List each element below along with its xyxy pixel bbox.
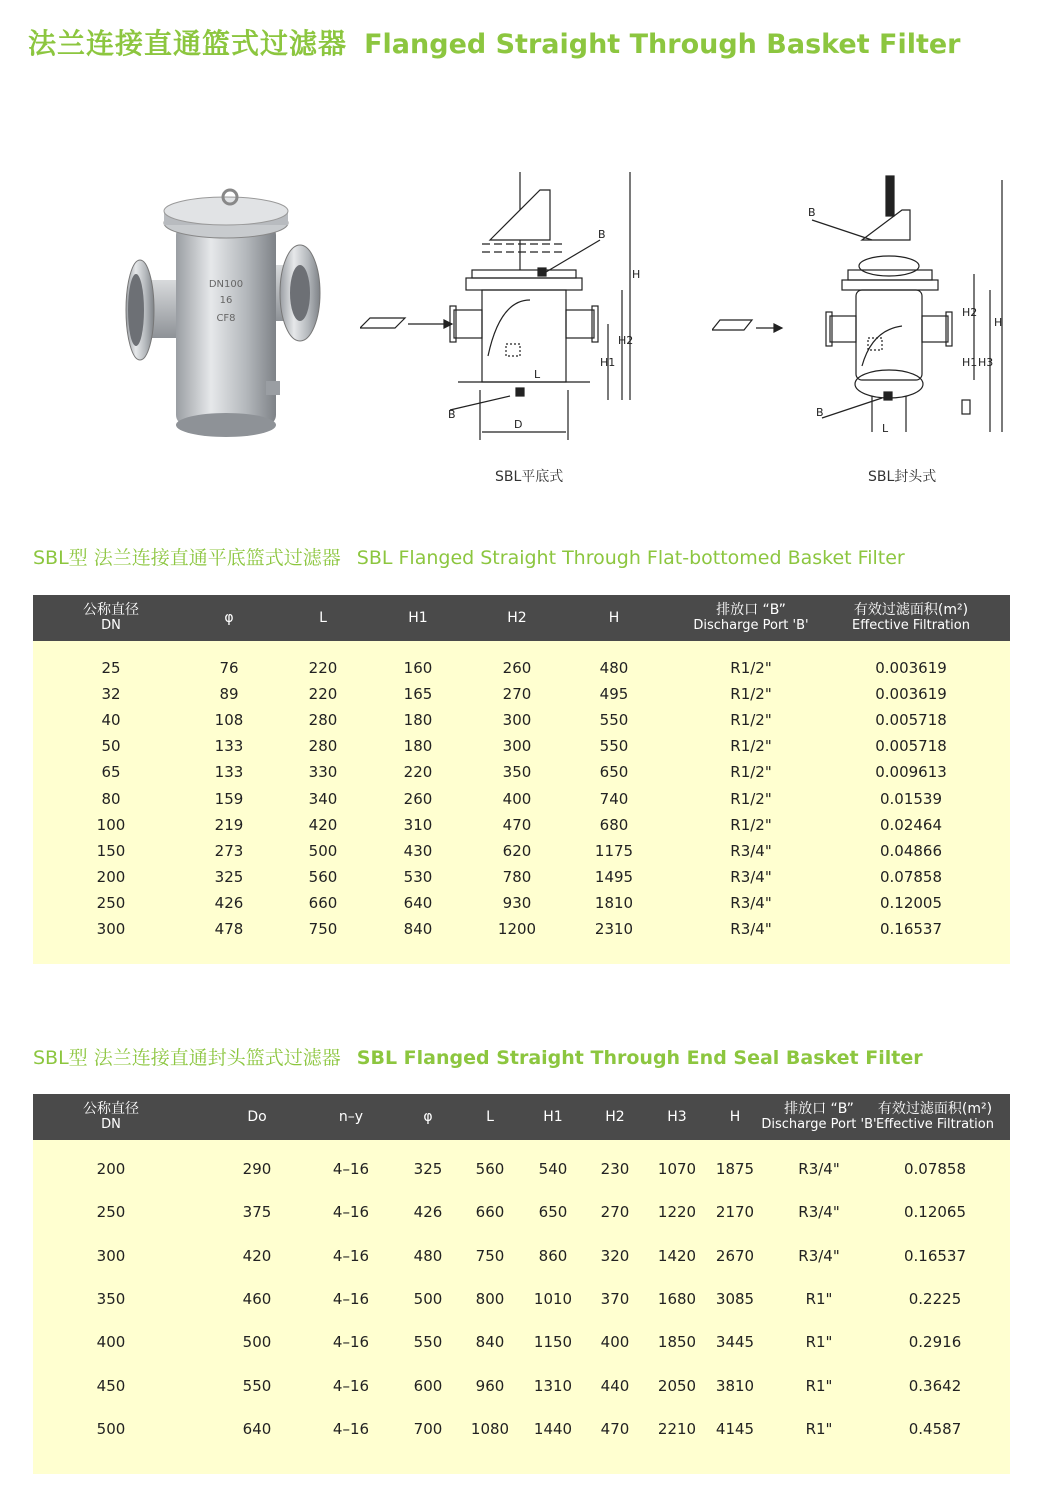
table2-header-cell	[667, 1110, 686, 1125]
seal-label-b-bottom: B	[816, 406, 824, 419]
flat-label-b-top: B	[598, 228, 606, 241]
table1-cell: 930	[502, 893, 532, 912]
table1-header-label: 有效过滤面积(m²)	[853, 602, 969, 618]
flat-label-h1: H1	[600, 356, 616, 369]
flat-label-b-bottom: B	[448, 408, 456, 421]
table2-cell: 400	[96, 1333, 126, 1352]
table2-header-label: L	[486, 1109, 494, 1125]
table1-cell: 133	[214, 763, 244, 782]
table2-cell: 0.07858	[903, 1160, 967, 1178]
table2-cell: 290	[242, 1160, 272, 1178]
table1-cell: 220	[308, 659, 338, 677]
table1-cell: 560	[308, 867, 338, 886]
table2-header-cell	[423, 1110, 432, 1125]
table2-cell: 350	[96, 1289, 126, 1308]
table2-cell: 230	[600, 1160, 630, 1178]
table1-cell: 640	[403, 893, 433, 912]
table1-header-cell	[852, 603, 970, 633]
table2-title-en: SBL Flanged Straight Through End Seal Basket Filter	[356, 1047, 923, 1069]
table1-header-cell	[224, 611, 233, 626]
table1-cell: R3/4"	[730, 893, 772, 912]
seal-label-h1: H1	[962, 356, 978, 369]
table2-cell: R1"	[805, 1333, 833, 1352]
table1-cell: R3/4"	[730, 920, 772, 938]
table2-cell: 4–16	[332, 1376, 370, 1395]
table1-cell: 1200	[497, 920, 537, 938]
table2-cell: 325	[413, 1160, 443, 1178]
table2-cell: 460	[242, 1289, 272, 1308]
table1-cell: R1/2"	[730, 659, 772, 677]
table1-cell: R3/4"	[730, 867, 772, 886]
table2-cell: 0.2916	[908, 1333, 962, 1352]
table2-cell: 800	[475, 1289, 505, 1308]
table1-cell: 0.07858	[879, 867, 943, 886]
table2-header-label: 有效过滤面积(m²)	[877, 1101, 993, 1117]
table2-cell: 650	[538, 1203, 568, 1222]
table1-cell: 420	[308, 815, 338, 834]
table2-cell: 500	[242, 1333, 272, 1352]
table2-cell: 300	[96, 1246, 126, 1265]
table2-cell: 4–16	[332, 1289, 370, 1308]
table1-cell: 133	[214, 737, 244, 756]
table1-header-label: 公称直径	[83, 602, 139, 618]
table1-header-label: L	[319, 610, 327, 626]
table1-header-label: H2	[507, 610, 527, 626]
table2-cell: 960	[475, 1376, 505, 1395]
table2-header-label: 排放口 “B”	[784, 1101, 854, 1117]
table1-cell: 65	[101, 763, 121, 782]
table2-header-cell	[486, 1110, 494, 1125]
table2-cell: R3/4"	[798, 1160, 840, 1178]
table1-cell: 100	[96, 815, 126, 834]
table1-cell: 270	[502, 685, 532, 704]
table1-cell: 1810	[594, 893, 634, 912]
table1-header-sublabel: Discharge Port 'B'	[693, 618, 809, 633]
table1-cell: 325	[214, 867, 244, 886]
table2-header-label: 公称直径	[83, 1101, 139, 1117]
table1-cell: R1/2"	[730, 789, 772, 808]
table1-cell: 25	[101, 659, 121, 677]
table2-cell: 4–16	[332, 1419, 370, 1438]
table2-cell: 1220	[657, 1203, 697, 1222]
table2-cell: 560	[475, 1160, 505, 1178]
table1-cell: 300	[502, 737, 532, 756]
table1-cell: 300	[96, 920, 126, 938]
table2-header-label: φ	[423, 1109, 433, 1125]
flat-bottom-diagram	[360, 160, 650, 445]
table1-cell: 108	[214, 711, 244, 730]
table1-cell: R1/2"	[730, 711, 772, 730]
table1-cell: 180	[403, 737, 433, 756]
table2-cell: 375	[242, 1203, 272, 1222]
table1-cell: R3/4"	[730, 841, 772, 860]
table2-cell: 3810	[715, 1376, 755, 1395]
table2-cell: 0.12065	[903, 1203, 967, 1222]
table2-cell: R1"	[805, 1376, 833, 1395]
table1-cell: 80	[101, 789, 121, 808]
table2-cell: 3085	[715, 1289, 755, 1308]
table2-cell: 660	[475, 1203, 505, 1222]
table1	[33, 595, 1010, 964]
table1-title-cn: SBL型 法兰连接直通平底篮式过滤器	[33, 547, 341, 569]
table2-header	[33, 1094, 1010, 1140]
seal-label-l: L	[882, 422, 889, 435]
table1-cell: 840	[403, 920, 433, 938]
photo-marking-1: DN100	[208, 279, 244, 290]
table1-cell: 50	[101, 737, 121, 756]
table2-header-cell	[543, 1110, 562, 1125]
table2-cell: 270	[600, 1203, 630, 1222]
table1-body	[33, 641, 1010, 964]
table1-cell: R1/2"	[730, 763, 772, 782]
table1-cell: 310	[403, 815, 433, 834]
table1-cell: 159	[214, 789, 244, 808]
table1-cell: 500	[308, 841, 338, 860]
table1-header-cell	[609, 611, 620, 626]
table1-cell: 150	[96, 841, 126, 860]
table1-cell: 480	[599, 659, 629, 677]
table2-cell: 1420	[657, 1246, 697, 1265]
table1-header-sublabel: Effective Filtration	[852, 618, 970, 633]
table1-cell: 478	[214, 920, 244, 938]
table2-cell: 400	[600, 1333, 630, 1352]
table1-header-sublabel: DN	[101, 618, 121, 633]
table2-cell: 0.2225	[908, 1289, 962, 1308]
table1-cell: 220	[308, 685, 338, 704]
seal-label-h2: H2	[962, 306, 978, 319]
table1-header-cell	[319, 611, 327, 626]
table1-cell: 495	[599, 685, 629, 704]
table1-cell: 780	[502, 867, 532, 886]
table1-cell: 350	[502, 763, 532, 782]
photo-marking-3: CF8	[216, 313, 236, 324]
table1-cell: 0.02464	[879, 815, 943, 834]
flat-label-h2: H2	[618, 334, 634, 347]
table2-cell: 0.3642	[908, 1376, 962, 1395]
table2-cell: 1850	[657, 1333, 697, 1352]
table2-cell: 4–16	[332, 1246, 370, 1265]
table1-header-cell	[83, 603, 139, 633]
table1-cell: 0.16537	[879, 920, 943, 938]
table2-header-sublabel: Discharge Port 'B'	[761, 1117, 877, 1132]
table2-cell: 200	[96, 1160, 126, 1178]
table2-cell: 600	[413, 1376, 443, 1395]
table1-cell: 180	[403, 711, 433, 730]
table1-cell: 160	[403, 659, 433, 677]
table2-cell: 540	[538, 1160, 568, 1178]
table1-header-label: H	[608, 610, 620, 626]
table2-cell: 1440	[533, 1419, 573, 1438]
seal-label-h: H	[994, 316, 1003, 329]
flat-bottom-caption: SBL平底式	[495, 469, 564, 485]
table2-cell: 3445	[715, 1333, 755, 1352]
table1-cell: 426	[214, 893, 244, 912]
photo-marking-2: 16	[219, 295, 233, 306]
table1-cell: 0.003619	[875, 685, 947, 704]
table1-cell: 430	[403, 841, 433, 860]
table2-cell: 370	[600, 1289, 630, 1308]
table2-cell: 4145	[715, 1419, 755, 1438]
table1-cell: 650	[599, 763, 629, 782]
table1-cell: 0.005718	[875, 737, 947, 756]
table2-cell: 470	[600, 1419, 630, 1438]
seal-label-b-top: B	[808, 206, 816, 219]
table1-cell: 680	[599, 815, 629, 834]
table2-cell: 1680	[657, 1289, 697, 1308]
table1-cell: 280	[308, 737, 338, 756]
table1-cell: R1/2"	[730, 815, 772, 834]
table2-header-label: H1	[543, 1109, 563, 1125]
table2-cell: 640	[242, 1419, 272, 1438]
table1-cell: 219	[214, 815, 244, 834]
table1-cell: 220	[403, 763, 433, 782]
table2-header-sublabel: DN	[101, 1117, 121, 1132]
table1-cell: 470	[502, 815, 532, 834]
table1-cell: 76	[219, 659, 239, 677]
table2-cell: 440	[600, 1376, 630, 1395]
table2-cell: 450	[96, 1376, 126, 1395]
table1-header-label: H1	[408, 610, 428, 626]
table1-cell: 530	[403, 867, 433, 886]
table2-body	[33, 1140, 1010, 1474]
table1-header-cell	[507, 611, 526, 626]
table1-header-cell	[408, 611, 427, 626]
table2-title	[33, 1043, 923, 1070]
table2-cell: 480	[413, 1246, 443, 1265]
table1-cell: 40	[101, 711, 121, 730]
page-title	[28, 22, 961, 62]
table2-cell: R3/4"	[798, 1203, 840, 1222]
table2-header-cell	[730, 1110, 741, 1125]
table1-cell: 250	[96, 893, 126, 912]
table2-cell: 550	[413, 1333, 443, 1352]
table2-cell: 2670	[715, 1246, 755, 1265]
table2-cell: 1150	[533, 1333, 573, 1352]
flat-label-d: D	[514, 418, 523, 431]
table2-cell: 2170	[715, 1203, 755, 1222]
table1-cell: 260	[502, 659, 532, 677]
table1-cell: 0.005718	[875, 711, 947, 730]
table2-cell: 0.4587	[908, 1419, 962, 1438]
end-seal-diagram	[712, 170, 1022, 440]
table2-header-sublabel: Effective Filtration	[876, 1117, 994, 1132]
table2-header-cell	[83, 1102, 139, 1132]
table2-cell: R1"	[805, 1419, 833, 1438]
table2-header-label: n–y	[338, 1109, 364, 1125]
table2-cell: 500	[413, 1289, 443, 1308]
table1-header	[33, 595, 1010, 641]
table2-header-cell	[761, 1102, 876, 1132]
table1-cell: R1/2"	[730, 737, 772, 756]
table1-cell: 165	[403, 685, 433, 704]
page-title-en: Flanged Straight Through Basket Filter	[364, 29, 961, 60]
table2-header-cell	[876, 1102, 994, 1132]
table2-cell: 1010	[533, 1289, 573, 1308]
table1-cell: 400	[502, 789, 532, 808]
table1-title-en: SBL Flanged Straight Through Flat-bottomed Basket Filter	[356, 547, 905, 569]
table2-cell: 860	[538, 1246, 568, 1265]
table1-cell: 1175	[594, 841, 634, 860]
table2-cell: 4–16	[332, 1203, 370, 1222]
table1-header-label: φ	[224, 610, 234, 626]
table1-cell: 0.003619	[875, 659, 947, 677]
table2-header-cell	[247, 1110, 266, 1125]
table2-cell: 1070	[657, 1160, 697, 1178]
table1-cell: 89	[219, 685, 239, 704]
table1-title	[33, 543, 905, 570]
table2-cell: 2050	[657, 1376, 697, 1395]
table1-cell: 260	[403, 789, 433, 808]
table2-cell: 320	[600, 1246, 630, 1265]
table2-cell: 550	[242, 1376, 272, 1395]
table2-cell: 700	[413, 1419, 443, 1438]
table1-cell: 0.009613	[875, 763, 947, 782]
table1-cell: 200	[96, 867, 126, 886]
table1-cell: 0.01539	[879, 789, 943, 808]
table2-cell: R3/4"	[798, 1246, 840, 1265]
table1-cell: R1/2"	[730, 685, 772, 704]
table2-header-label: H3	[667, 1109, 687, 1125]
table2-cell: R1"	[805, 1289, 833, 1308]
page-title-cn: 法兰连接直通篮式过滤器	[28, 27, 348, 60]
table2-header-cell	[605, 1110, 624, 1125]
table2-cell: 420	[242, 1246, 272, 1265]
table2-cell: 1875	[715, 1160, 755, 1178]
table1-cell: 330	[308, 763, 338, 782]
flat-label-l: L	[534, 368, 541, 381]
flat-label-h: H	[632, 268, 641, 281]
table1-cell: 750	[308, 920, 338, 938]
table1-cell: 1495	[594, 867, 634, 886]
table1-cell: 280	[308, 711, 338, 730]
table1-cell: 660	[308, 893, 338, 912]
table2-cell: 500	[96, 1419, 126, 1438]
table2-header-label: H	[729, 1109, 741, 1125]
table1-cell: 0.12005	[879, 893, 943, 912]
table2-cell: 750	[475, 1246, 505, 1265]
table1-cell: 32	[101, 685, 121, 704]
table1-cell: 740	[599, 789, 629, 808]
table2-cell: 4–16	[332, 1160, 370, 1178]
filter-photo	[118, 185, 328, 440]
table2-cell: 250	[96, 1203, 126, 1222]
table2-header-label: Do	[247, 1109, 267, 1125]
table1-cell: 0.04866	[879, 841, 943, 860]
table2-header-cell	[339, 1110, 363, 1125]
table1-cell: 340	[308, 789, 338, 808]
table1-cell: 620	[502, 841, 532, 860]
table2	[33, 1094, 1010, 1474]
table2-title-cn: SBL型 法兰连接直通封头篮式过滤器	[33, 1047, 341, 1069]
table1-header-cell	[693, 603, 808, 633]
table1-header-label: 排放口 “B”	[716, 602, 786, 618]
table2-cell: 840	[475, 1333, 505, 1352]
table2-cell: 426	[413, 1203, 443, 1222]
end-seal-caption: SBL封头式	[868, 469, 937, 485]
table2-cell: 1310	[533, 1376, 573, 1395]
table2-cell: 4–16	[332, 1333, 370, 1352]
table2-header-label: H2	[605, 1109, 625, 1125]
table2-cell: 1080	[470, 1419, 510, 1438]
table1-cell: 300	[502, 711, 532, 730]
table1-cell: 550	[599, 737, 629, 756]
seal-label-h3: H3	[978, 356, 994, 369]
table2-cell: 2210	[657, 1419, 697, 1438]
table1-cell: 2310	[594, 920, 634, 938]
table2-cell: 0.16537	[903, 1246, 967, 1265]
table1-cell: 550	[599, 711, 629, 730]
table1-cell: 273	[214, 841, 244, 860]
